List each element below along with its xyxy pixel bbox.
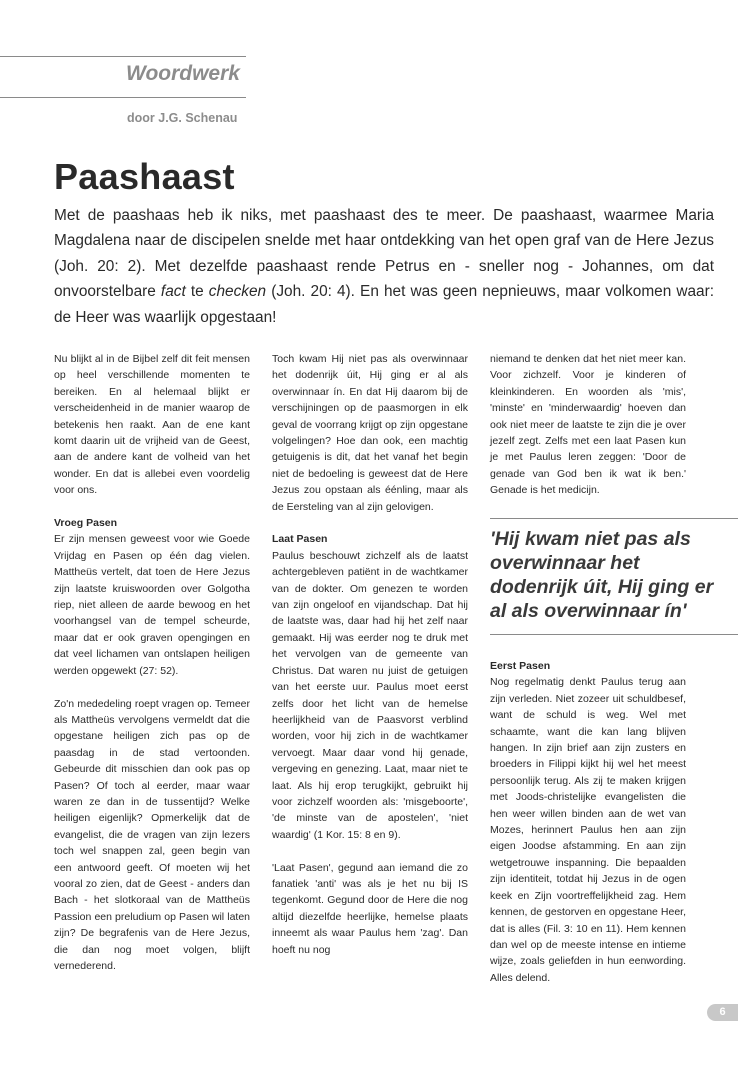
page-number: 6 [707, 1004, 738, 1021]
intro-fact: fact [160, 283, 186, 301]
pull-quote: 'Hij kwam niet pas als overwinnaar het dodenrijk úit, Hij ging er al als overwinnaar ín' [490, 528, 714, 622]
col2-paragraph-2: Paulus beschouwt zichzelf als de laatst achtergebleven patiënt in de wachtkamer van de dokter. Om genezen te worden van zijn ongeloof en vijandschap. Dat hij de laatste was, daar had hij het zelf naar gemaakt. Hij was eerder nog te druk met het vervolgen van de gemeente van Christus. Dat waren nu juist de getuigen van het eerste uur. Paulus moet eerst zelfs door het licht van de hemelse heerlijkheid van de Paasvorst verblind worden, voor hij zich in de wachtkamer vervoegt. Maar daar vond hij genade, vergeving en genezing. Laat, maar niet te laat. Als hij erop terugkijkt, gebruikt hij voor zichzelf woorden als: 'misgeboorte', 'de minste van de apostelen', 'niet waardig' (1 Kor. 15: 8 en 9). [272, 549, 468, 841]
intro-text-1: Met de paashaas heb ik niks, met paashaast des te meer. De paashaast, waarmee Maria Magdalena naar de discipelen snelde met haar ontdekking van het open graf van de Here Jezus (Joh. 20: 2). Met dezelfde paashaast rende Petrus en - sneller nog - Johannes, om dat onvoorstelbare [54, 207, 714, 301]
col1-paragraph-2: Er zijn mensen geweest voor wie Goede Vrijdag en Pasen op één dag vielen. Mattheüs vertelt, dat toen de Here Jezus zijn laatste kruiswoorden over Golgotha riep, niet alleen de aarde bewoog en het voorhangsel van de tempel scheurde, maar dat er ook graven opengingen en dat veel lichamen van ontslapen heiligen werden opgewekt (27: 52). [54, 533, 250, 677]
column-3 [490, 351, 686, 515]
header-rule-top [0, 56, 246, 57]
intro-paragraph [54, 203, 714, 330]
column-1 [54, 351, 250, 991]
intro-checken: checken [208, 283, 267, 301]
col2-paragraph-3: 'Laat Pasen', gegund aan iemand die zo fanatiek 'anti' was als je het nu bij IS tegenkomt. Gegund door de Here die nog altijd diezelfde heerlijke, hemelse plaats inneemt als waar Paulus hem 'zag'. Dan hoeft nu nog [272, 861, 468, 956]
section-title: Woordwerk [126, 62, 240, 85]
quote-rule-top [490, 518, 738, 519]
column-3-lower [490, 658, 686, 1003]
col3-heading-eerst-pasen: Eerst Pasen [490, 660, 551, 672]
header-rule-bottom [0, 97, 246, 98]
author-byline: door J.G. Schenau [127, 111, 238, 125]
col3-paragraph-2: Nog regelmatig denkt Paulus terug aan zijn verleden. Niet zozeer uit schuldbesef, want de schuld is weg. Wel met schaamte, want die kan lang blijven hangen. In zijn brief aan zijn zusters en broeders in Filippi kijkt hij wel het meest persoonlijk terug. Als zij te maken krijgen met Joods-christelijke evangelisten die hen weer willen binden aan de wet van Mozes, herinnert Paulus hen aan zijn eigen Joodse afstamming. En aan zijn wetgetrouwe inspanning. Die bepaalden zijn identiteit, totdat hij Jezus in de ogen keek en Zijn voortreffelijkheid zag. Hem kennen, de gestorven en opgestane Heer, dat is alles (Fil. 3: 10 en 11). Hem kennen dan wel op de meeste intense en intieme wijze, zoals geliefden in hun eenwording. Alles delend. [490, 676, 686, 984]
intro-text-3: (Joh. 20: 4). En het was geen nepnieuws, maar volkomen waar: de Heer was waarlijk opgestaan! [54, 283, 714, 326]
col1-paragraph-3: Zo'n mededeling roept vragen op. Temeer als Mattheüs vervolgens vermeldt dat die opgestane heiligen zich pas op de paasdag in de stad vertoonden. Gebeurde dit misschien dan ook pas op Pasen? Of toch al eerder, maar waar waren ze dan in de tussentijd? Welke heiligen eigenlijk? Opmerkelijk dat de evangelist, die de vragen van zijn lezers toch wel snappen zal, geen begin van een antwoord geeft. Of moeten wij het vooral zo zien, dat de Geest - anders dan Bach - het slotkoraal van de Mattheüs Passion een preludium op Pasen wil laten zijn? De begrafenis van de Here Jezus, die dan nog moet volgen, blijft vernederend. [54, 697, 250, 972]
col2-heading-laat-pasen: Laat Pasen [272, 533, 328, 546]
column-2 [272, 351, 468, 974]
col2-paragraph-1: Toch kwam Hij niet pas als overwinnaar het dodenrijk úit, Hij ging er al als overwinnaar ín. En dat Hij daarom bij de verschijningen op de paasmorgen in elk geval de voorrang krijgt op zijn opgestane volgelingen? Hoe dan ook, een machtig getuigenis is dit, dat het vanaf het begin niet de bedoeling is geweest dat de Here Jezus zou opstaan als éénling, maar als de Eersteling van al zijn gelovigen. [272, 353, 468, 513]
col1-heading-vroeg-pasen: Vroeg Pasen [54, 517, 118, 530]
article-title: Paashaast [54, 156, 235, 197]
intro-text-2: te [185, 283, 209, 301]
col1-paragraph-1: Nu blijkt al in de Bijbel zelf dit feit mensen op heel verschillende momenten te bereiken. En al helemaal blijkt er verscheidenheid in de manier waarop de betekenis hen raakt. Aan de ene kant komt daarin uit de vrijheid van de Geest, aan de andere kant de volheid van het wonder. En dat is allebei even voordelig voor ons. [54, 353, 250, 497]
col3-paragraph-1: niemand te denken dat het niet meer kan. Voor zichzelf. Voor je kinderen of kleinkinderen. En woorden als 'mis', 'minste' en 'minderwaardig' hoeven dan ook niet meer de laatste te zijn die je over jezelf zegt. Zelfs met een laat Pasen kun je met Paulus leren zeggen: 'Door de genade van God ben ik wat ik ben.' Genade is het medicijn. [490, 353, 686, 497]
quote-rule-bottom [490, 634, 738, 635]
